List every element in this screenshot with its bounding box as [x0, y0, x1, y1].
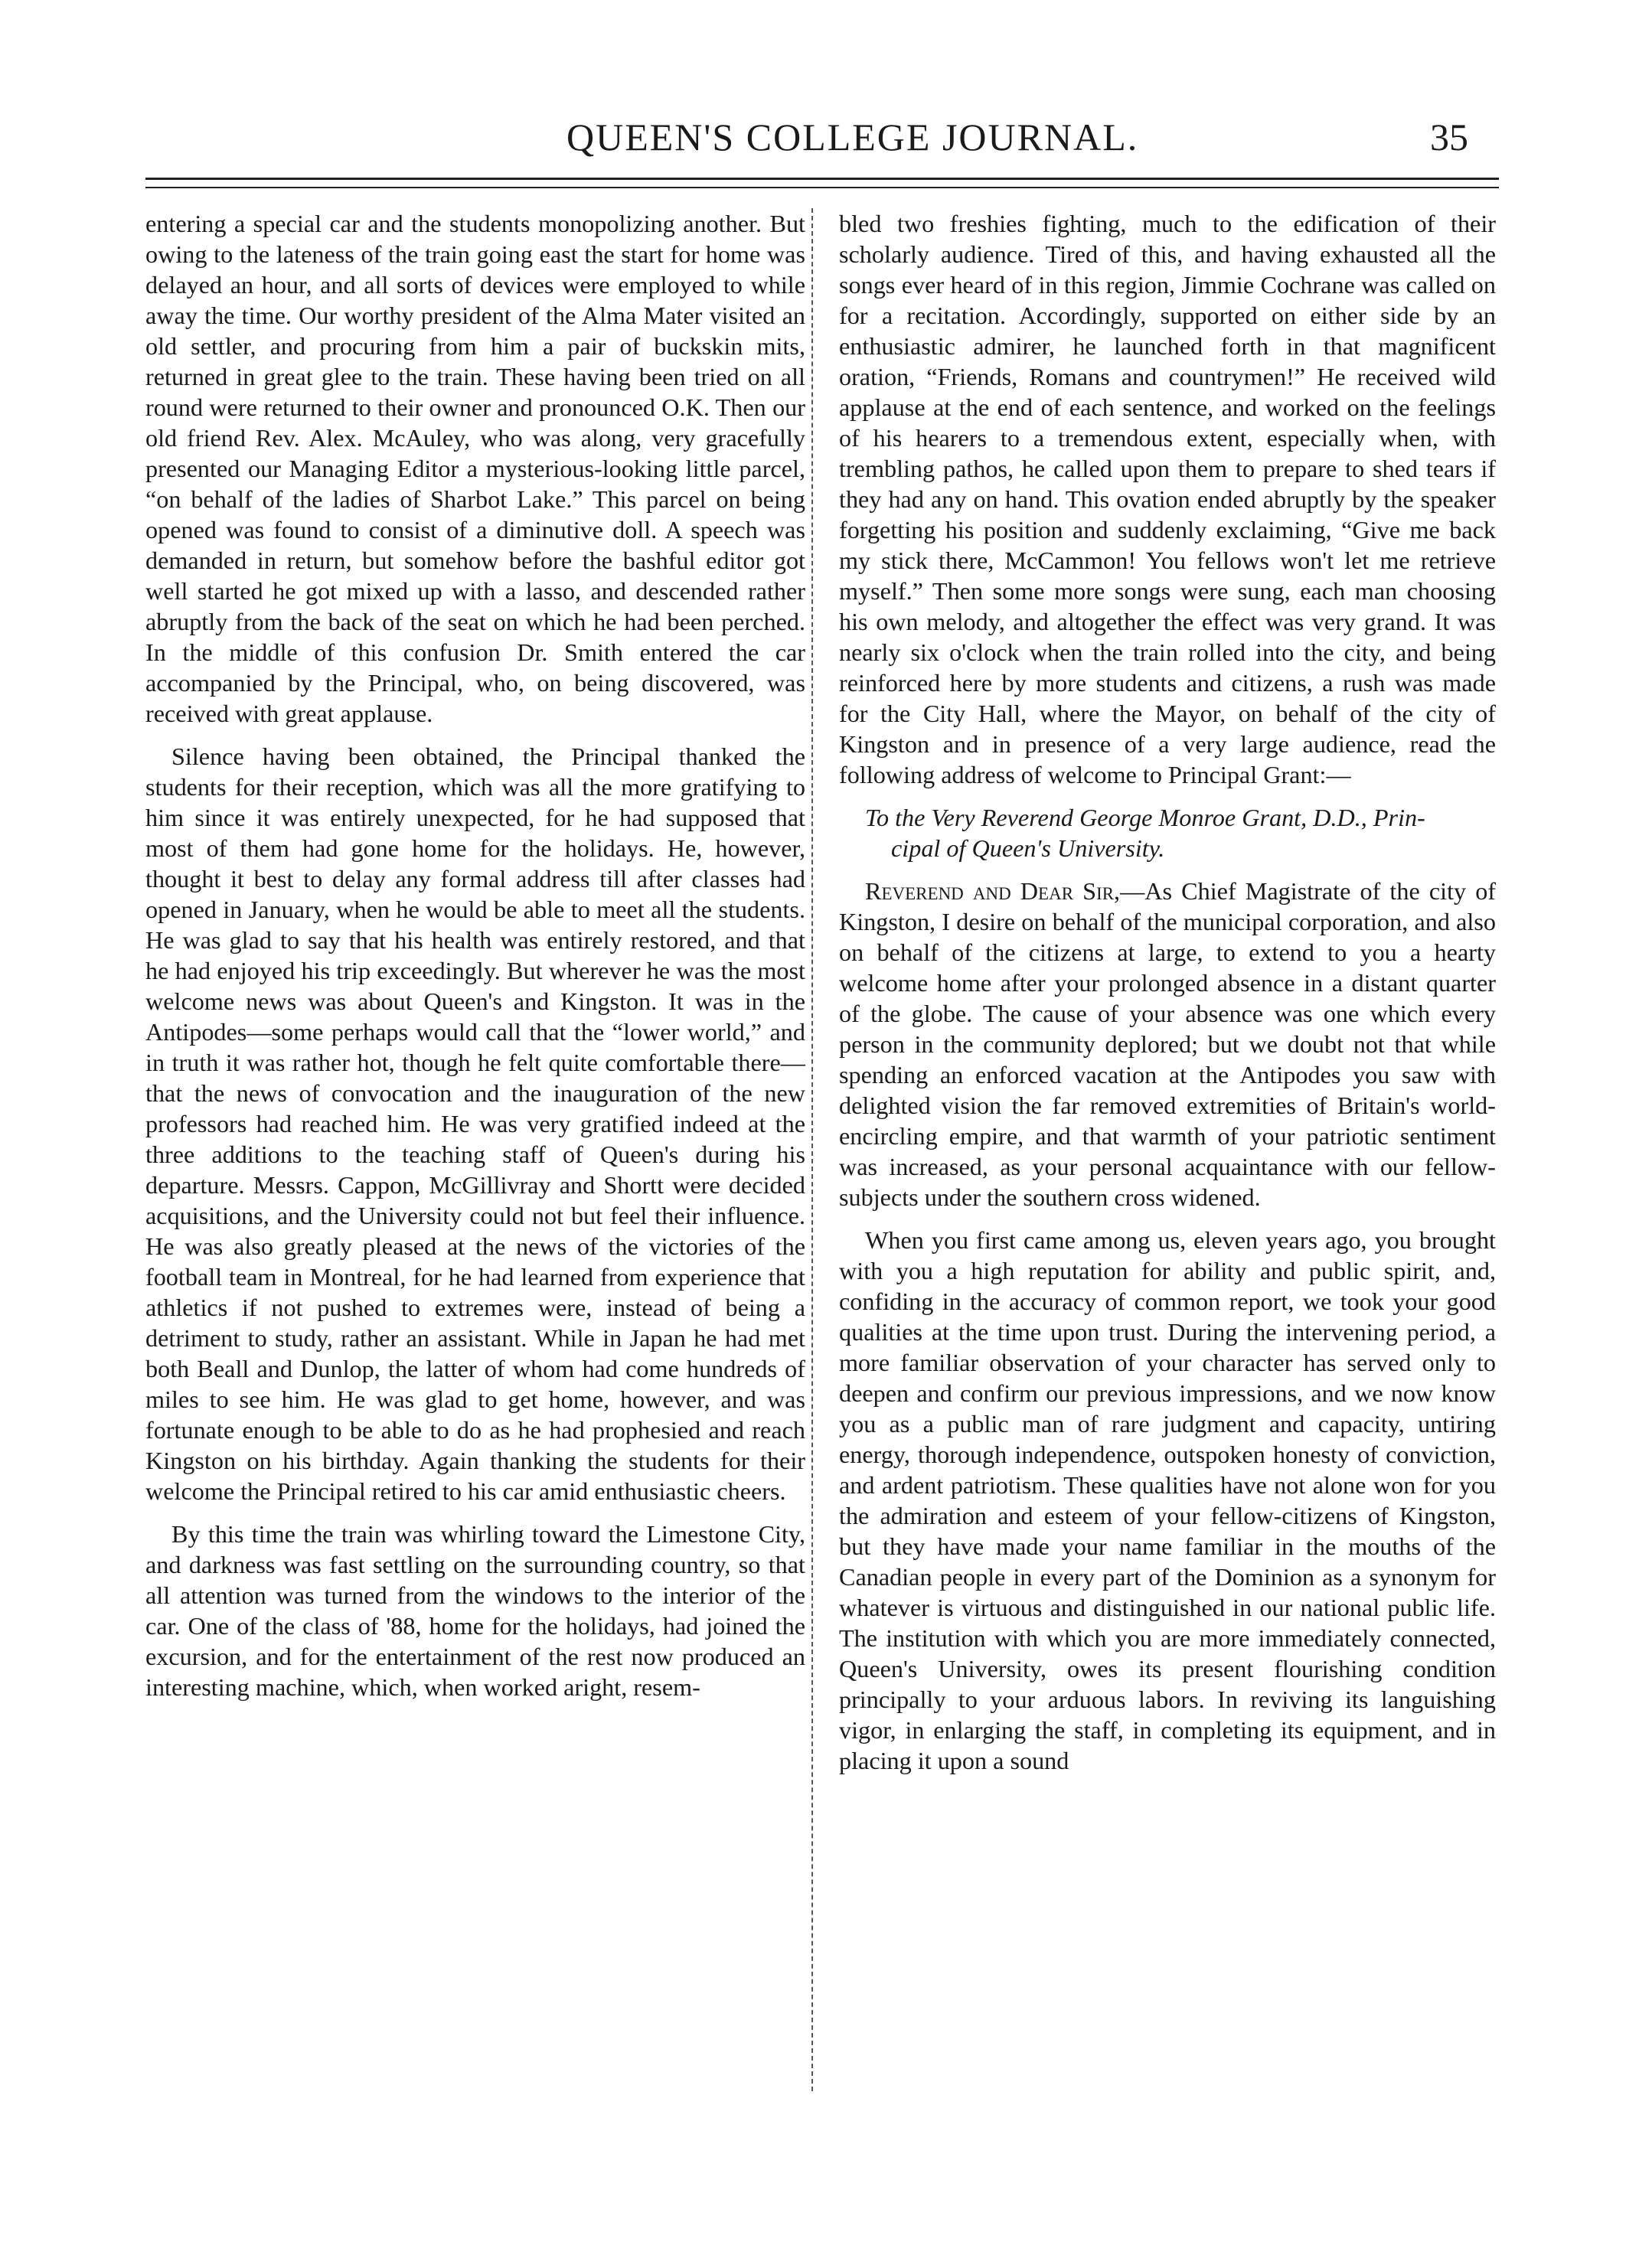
left-paragraph-3: By this time the train was whirling toward the Limestone City, and darkness was fast settling on the surrounding country, so that all attention was turned from the windows to the interior of the car. One of the class of '88, home for the holidays, had joined the excursion, and for the entertainment of the rest now produced an interesting machine, which, when worked aright, resem- [145, 1520, 805, 1701]
right-paragraph-1: bled two freshies fighting, much to the edification of their scholarly audience. Tired of this, and having exhausted all the songs ever heard of in this region, Jimmie Cochrane was called on for a recitation. Accordingly, supported on either side by an enthusiastic admirer, he launched forth in that magnificent oration, “Friends, Romans and countrymen!” He received wild applause at the end of each sentence, and worked on the feelings of his hearers to a tremendous extent, especially when, with trembling pathos, he called upon them to prepare to shed tears if they had any on hand. This ovation ended abruptly by the speaker forgetting his position and suddenly exclaiming, “Give me back my stick there, McCammon! You fellows won't let me retrieve myself.” Then some more songs were sung, each man choosing his own melody, and altogether the effect was very grand. It was nearly six o'clock when the train rolled into the city, and being reinforced here by more students and citizens, a rush was made for the City Hall, where the Mayor, on behalf of the city of Kingston and in presence of a very large audience, read the following address of welcome to Principal Grant:— [839, 210, 1496, 788]
left-paragraph-1: entering a special car and the students monopolizing another. But owing to the lateness of the train going east the start for home was delayed an hour, and all sorts of devices were employed to while away the time. Our worthy president of the Alma Mater visited an old settler, and procuring from him a pair of buckskin mits, returned in great glee to the train. These having been tried on all round were returned to their owner and pronounced O.K. Then our old friend Rev. Alex. McAuley, who was along, very gracefully presented our Managing Editor a mysterious-looking little parcel, “on behalf of the ladies of Sharbot Lake.” This parcel on being opened was found to consist of a diminutive doll. A speech was demanded in return, but somehow before the bashful editor got well started he got mixed up with a lasso, and descended rather abruptly from the back of the seat on which he had been perched. In the middle of this confusion Dr. Smith entered the car accompanied by the Principal, who, on being discovered, was received with great applause. [145, 210, 805, 727]
address-paragraph-2: When you first came among us, eleven years ago, you brought with you a high reputation for ability and public spirit, and, confiding in the accuracy of common report, we took your good qualities at the time upon trust. During the intervening period, a more familiar observation of your character has served only to deepen and confirm our previous impressions, and we now know you as a public man of rare judgment and capacity, untiring energy, thorough independence, outspoken honesty of conviction, and ardent patriotism. These qualities have not alone won for you the admiration and esteem of your fellow-citizens of Kingston, but they have made your name familiar in the mouths of the Canadian people in every part of the Dominion as a synonym for whatever is virtuous and distinguished in our national public life. The institution with which you are more immediately connected, Queen's University, owes its present flourishing condition principally to your arduous labors. In reviving its languishing vigor, in enlarging the staff, in completing its equipment, and in placing it upon a sound [839, 1226, 1496, 1774]
header-rule-thick [145, 178, 1499, 180]
address-heading-line-1: To the Very Reverend George Monroe Grant, D.D., Prin- [865, 804, 1425, 831]
address-heading [839, 802, 1496, 863]
page-number: 35 [1430, 116, 1468, 158]
left-paragraph-2: Silence having been obtained, the Principal thanked the students for their reception, which was all the more gratifying to him since it was entirely unexpected, for he had supposed that most of them had gone home for the holidays. He, however, thought it best to delay any formal address till after classes had opened in January, when he would be able to meet all the students. He was glad to say that his health was entirely restored, and that he had enjoyed his trip exceedingly. But wherever he was the most welcome news was about Queen's and Kingston. It was in the Antipodes—some perhaps would call that the “lower world,” and in truth it was rather hot, though he felt quite comfortable there—that the news of convocation and the inauguration of the new professors had reached him. He was very gratified indeed at the three additions to the teaching staff of Queen's during his departure. Messrs. Cappon, McGillivray and Shortt were decided acquisitions, and the University could not but feel their influence. He was also greatly pleased at the news of the victories of the football team in Montreal, for he had learned from experience that athletics if not pushed to extremes were, instead of being a detriment to study, rather an assistant. While in Japan he had met both Beall and Dunlop, the latter of whom had come hundreds of miles to see him. He was glad to get home, however, and was fortunate enough to be able to do as he had prophesied and reach Kingston on his birthday. Again thanking the students for their welcome the Principal retired to his car amid enthusiastic cheers. [145, 742, 805, 1505]
address-paragraph-1-text: —As Chief Magistrate of the city of Kingston, I desire on behalf of the municipal corporation, and also on behalf of the citizens at large, to extend to you a hearty welcome home after your prolonged absence in a distant quarter of the globe. The cause of your absence was one which every person in the community deplored; but we doubt not that while spending an enforced vacation at the Antipodes you saw with delighted vision the far removed extremities of Britain's world-encircling empire, and that warmth of your patriotic sentiment was increased, as your personal acquaintance with our fellow-subjects under the southern cross widened. [839, 877, 1497, 1211]
salutation: Reverend and Dear Sir, [865, 877, 1121, 905]
left-column [145, 208, 805, 1702]
address-heading-line-2: cipal of Queen's University. [891, 834, 1165, 862]
address-paragraph-1 [839, 876, 1496, 1212]
page-header-title: QUEEN'S COLLEGE JOURNAL. [566, 116, 1139, 158]
column-divider [811, 208, 813, 2091]
right-column [839, 208, 1496, 1776]
header-rule-thin [145, 187, 1499, 188]
